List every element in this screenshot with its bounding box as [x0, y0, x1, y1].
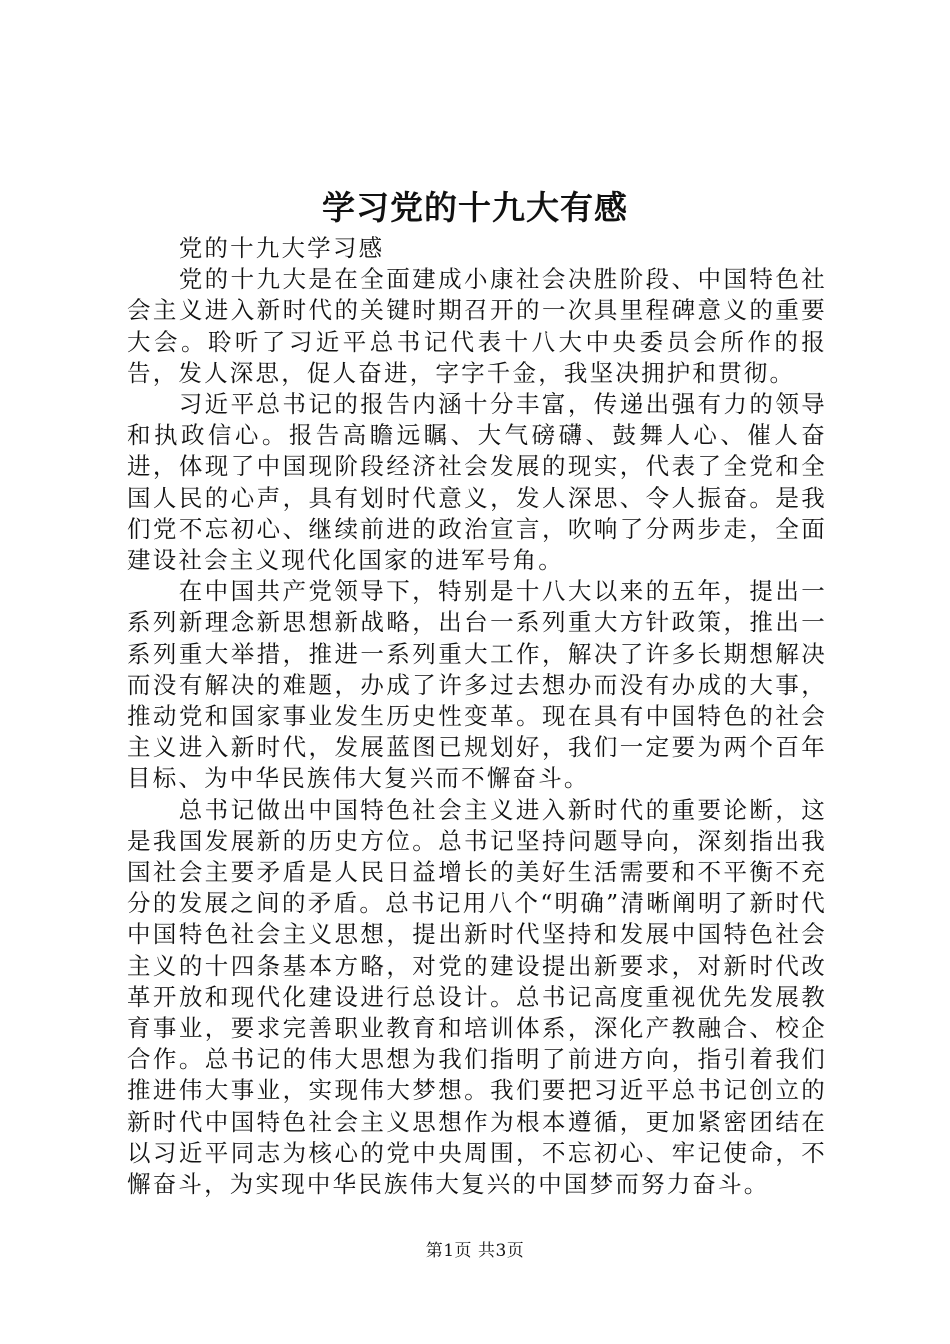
document-title: 学习党的十九大有感 — [322, 188, 628, 227]
paragraph-subtitle: 党的十九大学习感 — [178, 234, 385, 262]
document-body — [127, 233, 827, 1200]
paragraph: 在中国共产党领导下，特别是十八大以来的五年，提出一系列新理念新思想新战略，出台一系列重大方针政策，推出一系列重大举措，推进一系列重大工作，解决了许多长期想解决而没有解决的难题，办成了许多过去想办而没有办成的大事，推动党和国家事业发生历史性变革。现在具有中国特色的社会主义进入新时代，发展蓝图已规划好，我们一定要为两个百年目标、为中华民族伟大复兴而不懈奋斗。 — [127, 577, 827, 793]
paragraph: 习近平总书记的报告内涵十分丰富，传递出强有力的领导和执政信心。报告高瞻远瞩、大气磅礴、鼓舞人心、催人奋进，体现了中国现阶段经济社会发展的现实，代表了全党和全国人民的心声，具有划时代意义，发人深思、令人振奋。是我们党不忘初心、继续前进的政治宣言，吹响了分两步走，全面建设社会主义现代化国家的进军号角。 — [127, 390, 827, 575]
page-number-footer: 第1页 共3页 — [425, 1241, 525, 1261]
paragraph: 总书记做出中国特色社会主义进入新时代的重要论断，这是我国发展新的历史方位。总书记坚持问题导向，深刻指出我国社会主要矛盾是人民日益增长的美好生活需要和不平衡不充分的发展之间的矛盾。总书记用八个“明确”清晰阐明了新时代中国特色社会主义思想，提出新时代坚持和发展中国特色社会主义的十四条基本方略，对党的建设提出新要求，对新时代改革开放和现代化建设进行总设计。总书记高度重视优先发展教育事业，要求完善职业教育和培训体系，深化产教融合、校企合作。总书记的伟大思想为我们指明了前进方向，指引着我们推进伟大事业，实现伟大梦想。我们要把习近平总书记创立的新时代中国特色社会主义思想作为根本遵循，更加紧密团结在以习近平同志为核心的党中央周围，不忘初心、牢记使命，不懈奋斗，为实现中华民族伟大复兴的中国梦而努力奋斗。 — [127, 795, 827, 1199]
paragraph: 党的十九大是在全面建成小康社会决胜阶段、中国特色社会主义进入新时代的关键时期召开的一次具里程碑意义的重要大会。聆听了习近平总书记代表十八大中央委员会所作的报告，发人深思，促人奋进，字字千金，我坚决拥护和贯彻。 — [127, 265, 827, 387]
